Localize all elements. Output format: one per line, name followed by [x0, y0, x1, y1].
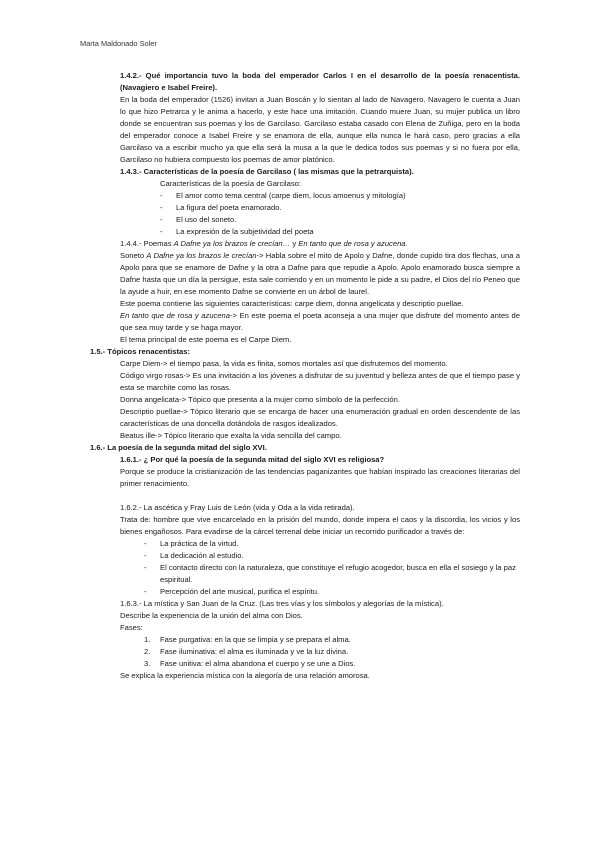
- section-1-6-3-desc: Describe la experiencia de la unión del alma con Dios.: [120, 611, 303, 620]
- bullet-icon: -: [144, 587, 147, 596]
- section-1-4-2-body: En la boda del emperador (1526) invitan a Juan Boscán y lo sientan al lado de Navagero. Navagero le cuenta a Juan lo que hizo Petrarca y le anima a hacerlo, y este hace una imitación. Cuando muere Juan, su mujer publica un libro donde se encuentran sus poemas y los de Garcilaso. Garcilaso estaba casado con Elena de Zuñiga, pero en la boda del emperador conoce a Isabel Freire y se enamora de ella, aunque ella nunca le hará caso, pero gracias a ella Garcilaso va a escribir mucho ya que ella será la musa a la que le dedica todos sus poemas y si no fuera por ella, Garcilaso no hubiera compuesto los poemas de amor platónico.: [120, 95, 520, 164]
- list-item: 1. Fase purgativa: en la que se limpia y se prepara el alma.: [144, 635, 351, 644]
- topic-donna-angelicata: Donna angelicata-> Tópico que presenta a la mujer como símbolo de la perfección.: [120, 395, 400, 404]
- topic-virgo-rosas: Código virgo rosas-> Es una invitación a los jóvenes a disfrutar de su juventud y belleza antes de que el tiempo pase y esta se marchite como las rosas.: [120, 371, 520, 392]
- list-item: - La práctica de la virtud.: [144, 539, 239, 548]
- section-1-6-heading: 1.6.- La poesía de la segunda mitad del siglo XVI.: [90, 443, 267, 452]
- section-1-6-1-body: Porque se produce la cristianización de las tendencias paganizantes que habían inspirado las creaciones literarias del primer renacimiento.: [120, 467, 520, 488]
- topic-carpe-diem: Carpe Diem-> el tiempo pasa, la vida es finita, somos mortales así que disfrutemos del momento.: [120, 359, 448, 368]
- list-item: 3. Fase unitiva: el alma abandona el cuerpo y se une a Dios.: [144, 659, 356, 668]
- section-1-6-3-heading: 1.6.3.- La mística y San Juan de la Cruz. (Las tres vías y los símbolos y alegorías de la mística).: [120, 599, 444, 608]
- bullet-icon: -: [144, 563, 147, 572]
- bullet-icon: -: [144, 551, 147, 560]
- bullet-icon: -: [160, 203, 163, 212]
- section-1-6-2-heading: 1.6.2.- La ascética y Fray Luis de León (vida y Oda a la vida retirada).: [120, 503, 355, 512]
- list-item: - El contacto directo con la naturaleza, que constituye el refugio acogedor, busca en ella el sosiego y la paz espiritual.: [144, 563, 516, 584]
- topic-descriptio-puellae: Descriptio puellae-> Tópico literario que se encarga de hacer una enumeración gradual en orden descendente de las características de una doncella dotándola de rasgos idealizados.: [120, 407, 520, 428]
- list-item: - El amor como tema central (carpe diem, locus amoenus y mitología): [160, 191, 406, 200]
- section-1-4-4-features: Este poema contiene las siguientes características: carpe diem, donna angelicata y descriptio puellae.: [120, 299, 464, 308]
- section-1-6-2-body: Trata de: hombre que vive encarcelado en la prisión del mundo, donde impera el caos y la discordia, los vicios y los bienes engañosos. Para evadirse de la cárcel terrenal debe iniciar un recorrido purificador a través de:: [120, 515, 520, 536]
- document-body: [80, 70, 520, 682]
- section-1-4-3-heading: 1.4.3.- Características de la poesía de Garcilaso ( las mismas que la petrarquista).: [120, 167, 414, 176]
- section-1-5-heading: 1.5.- Tópicos renacentistas:: [90, 347, 191, 356]
- bullet-icon: -: [144, 539, 147, 548]
- list-item: 2. Fase iluminativa: el alma es iluminada y ve la luz divina.: [144, 647, 349, 656]
- bullet-icon: -: [160, 227, 163, 236]
- section-1-4-2-heading: 1.4.2.- Qué importancia tuvo la boda del emperador Carlos I en el desarrollo de la poesía renacentista. (Navagiero e Isabel Freire).: [120, 71, 520, 92]
- section-1-4-4-heading: 1.4.4.- Poemas A Dafne ya los brazos le crecían… y En tanto que de rosa y azucena.: [120, 239, 408, 248]
- list-item: - Percepción del arte musical, purifica el espíritu.: [144, 587, 320, 596]
- section-1-6-3-conclusion: Se explica la experiencia mística con la alegoría de una relación amorosa.: [120, 671, 370, 680]
- section-1-4-4-rosa: En tanto que de rosa y azucena-> En este poema el poeta aconseja a una mujer que disfrute del momento antes de que sea muy tarde y se haga mayor.: [120, 311, 521, 332]
- topic-beatus-ille: Beatus ille-> Tópico literario que exalta la vida sencilla del campo.: [120, 431, 342, 440]
- author-name: Marta Maldonado Soler: [80, 39, 157, 48]
- list-item: - La expresión de la subjetividad del poeta: [160, 227, 314, 236]
- section-1-4-3-intro: Características de la poesía de Garcilaso:: [160, 179, 301, 188]
- section-1-6-3-phases-label: Fases:: [120, 623, 143, 632]
- bullet-icon: -: [160, 191, 163, 200]
- list-item: - La figura del poeta enamorado.: [160, 203, 282, 212]
- list-item: - El uso del soneto.: [160, 215, 237, 224]
- list-item: - La dedicación al estudio.: [144, 551, 244, 560]
- section-1-4-4-theme: El tema principal de este poema es el Carpe Diem.: [120, 335, 292, 344]
- section-1-6-1-heading: 1.6.1.- ¿ Por qué la poesía de la segunda mitad del siglo XVI es religiosa?: [120, 455, 385, 464]
- bullet-icon: -: [160, 215, 163, 224]
- section-1-4-4-dafne: Soneto A Dafne ya los brazos le crecían-> Habla sobre el mito de Apolo y Dafne, donde cupido tira dos flechas, una a Apolo para que se enamore de Dafne y la otra a Dafne para que repudie a Apolo. Apolo enamorado busca siempre a Dafne hasta que un día la persigue, esta sale corriendo y en un momento le pide a su padre, el Dios del río Peneo que la ayude a huir, en ese momento Dafne se convierte en un árbol de laurel.: [120, 251, 520, 296]
